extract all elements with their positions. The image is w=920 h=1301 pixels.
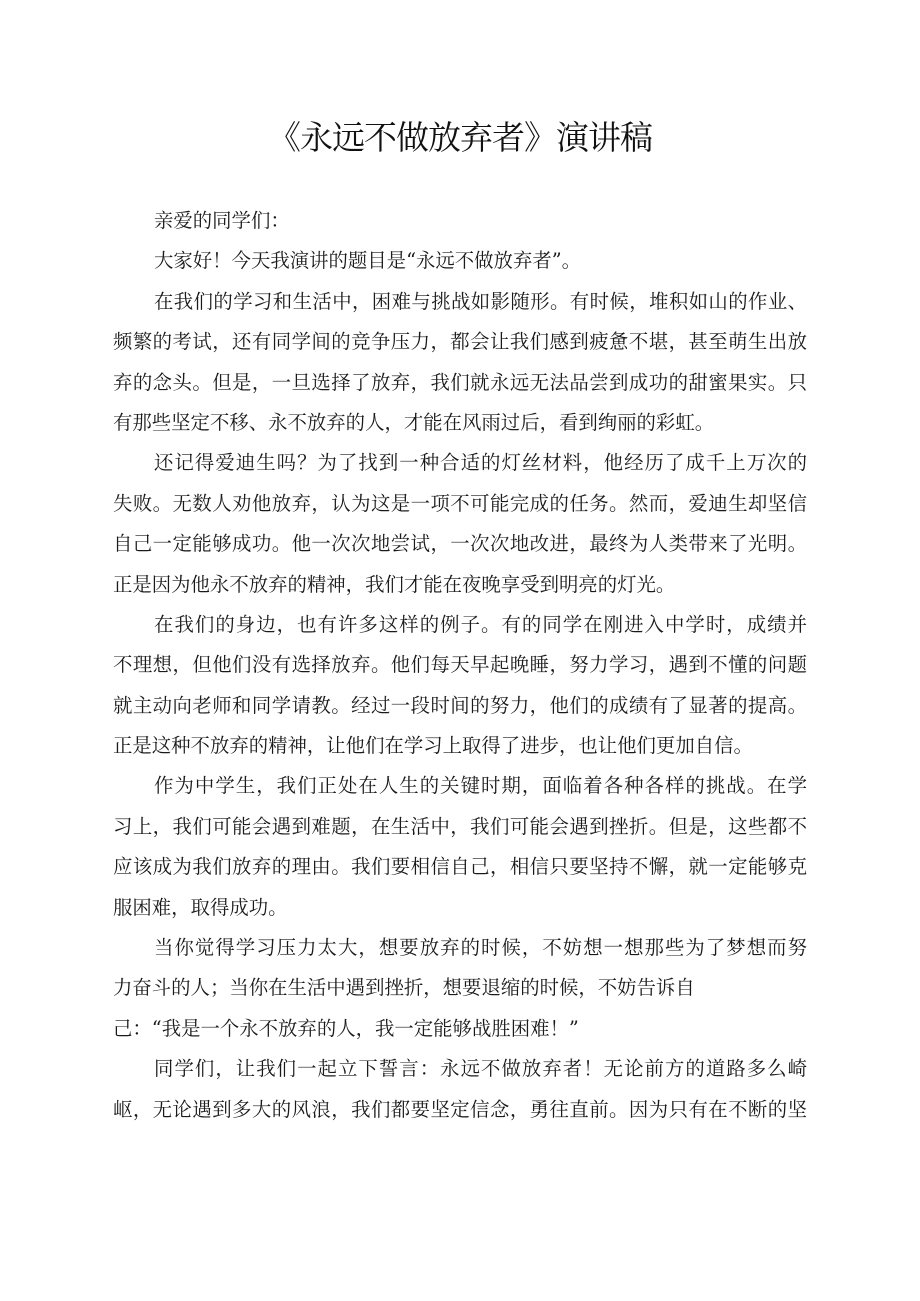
salutation-line [113, 201, 807, 241]
paragraph-line [113, 928, 807, 968]
paragraph-line [113, 565, 807, 605]
text-line: 当你觉得学习压力太大，想要放弃的时候，不妨想一想那些为了梦想而努 [154, 936, 809, 960]
paragraph-line [113, 1009, 807, 1049]
text-line: 岖，无论遇到多大的风浪，我们都要坚定信念，勇往直前。因为只有在不断的坚 [113, 1097, 808, 1121]
text-line: 有那些坚定不移、永不放弃的人，才能在风雨过后，看到绚丽的彩虹。 [113, 410, 715, 434]
paragraph-line [113, 1049, 807, 1089]
text-line: 不理想，但他们没有选择放弃。他们每天早起晚睡，努力学习，遇到不懂的问题 [113, 653, 808, 677]
paragraph-line [113, 484, 807, 524]
text-line: 己：“我是一个永不放弃的人，我一定能够战胜困难！” [113, 1016, 579, 1040]
text-line: 失败。无数人劝他放弃，认为这是一项不可能完成的任务。然而，爱迪生却坚信 [113, 491, 808, 515]
paragraph-line [113, 363, 807, 403]
text-line: 正是这种不放弃的精神，让他们在学习上取得了进步，也让他们更加自信。 [113, 734, 753, 758]
paragraph-line [113, 726, 807, 766]
paragraph-line [113, 1090, 807, 1130]
paragraph-line [113, 968, 807, 1008]
paragraph-line [113, 847, 807, 887]
text-line: 自己一定能够成功。他一次次地尝试，一次次地改进，最终为人类带来了光明。 [113, 532, 808, 556]
text-line: 还记得爱迪生吗？为了找到一种合适的灯丝材料，他经历了成千上万次的 [154, 451, 809, 475]
text-line: 力奋斗的人；当你在生活中遇到挫折，想要退缩的时候，不妨告诉自 [113, 976, 695, 1000]
paragraph-line [113, 888, 807, 928]
text-line: 正是因为他永不放弃的精神，我们才能在夜晚享受到明亮的灯光。 [113, 572, 676, 596]
text-line: 大家好！今天我演讲的题目是“永远不做放弃者”。 [154, 249, 582, 273]
document-body [113, 201, 807, 1130]
text-line: 在我们的身边，也有许多这样的例子。有的同学在刚进入中学时，成绩并 [154, 612, 809, 636]
text-line: 弃的念头。但是，一旦选择了放弃，我们就永远无法品尝到成功的甜蜜果实。只 [113, 370, 808, 394]
paragraph-line [113, 322, 807, 362]
text-line: 应该成为我们放弃的理由。我们要相信自己，相信只要坚持不懈，就一定能够克 [113, 855, 808, 879]
paragraph-line [113, 686, 807, 726]
text-line: 频繁的考试，还有同学间的竞争压力，都会让我们感到疲惫不堪，甚至萌生出放 [113, 330, 808, 354]
text-line: 同学们，让我们一起立下誓言：永远不做放弃者！无论前方的道路多么崎 [154, 1057, 809, 1081]
paragraph-line [113, 443, 807, 483]
paragraph-line [113, 645, 807, 685]
paragraph-line [113, 605, 807, 645]
paragraph-line [113, 282, 807, 322]
paragraph-line [113, 807, 807, 847]
text-line: 习上，我们可能会遇到难题，在生活中，我们可能会遇到挫折。但是，这些都不 [113, 814, 808, 838]
paragraph-line [113, 766, 807, 806]
text-line: 亲爱的同学们： [154, 209, 290, 232]
paragraph-line [113, 524, 807, 564]
paragraph-line [113, 241, 807, 281]
text-line: 作为中学生，我们正处在人生的关键时期，面临着各种各样的挑战。在学 [154, 774, 809, 798]
document-title: 《永远不做放弃者》演讲稿 [268, 118, 652, 157]
text-line: 在我们的学习和生活中，困难与挑战如影随形。有时候，堆积如山的作业、 [154, 289, 808, 313]
text-line: 就主动向老师和同学请教。经过一段时间的努力，他们的成绩有了显著的提高。 [113, 693, 808, 717]
paragraph-line [113, 403, 807, 443]
text-line: 服困难，取得成功。 [113, 895, 288, 919]
